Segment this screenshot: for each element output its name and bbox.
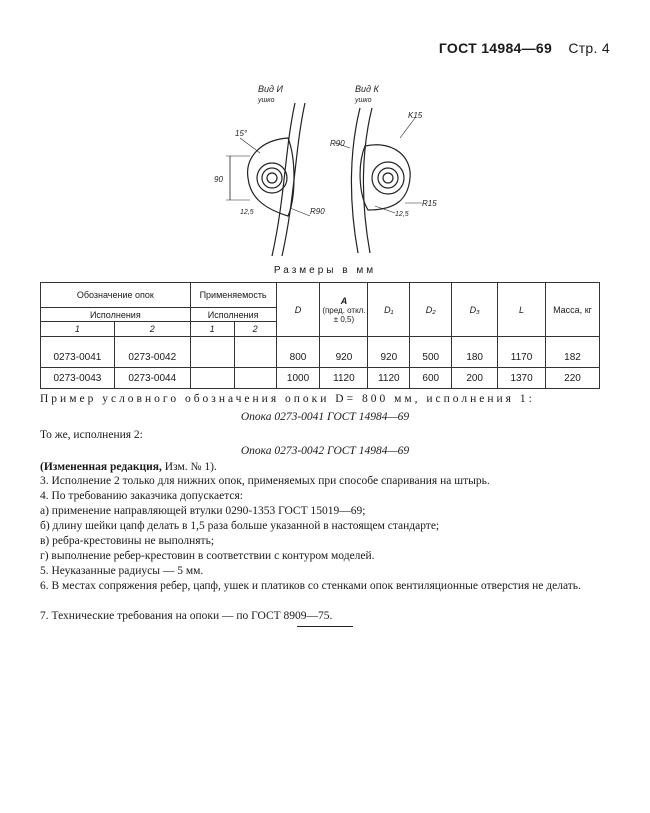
cell-mass: 182 bbox=[546, 337, 600, 368]
header-ex-2: 2 bbox=[114, 322, 190, 337]
dimensions-table bbox=[40, 282, 600, 389]
cell-D2: 600 bbox=[410, 368, 452, 389]
header-execution-applic: Исполнения bbox=[190, 308, 276, 322]
header-applicability: Применяемость bbox=[190, 283, 276, 308]
item-4b: б) длину шейки цапф делать в 1,5 раза больше указанной в настоящем стандарте; bbox=[40, 520, 440, 532]
header-execution: Исполнения bbox=[41, 308, 191, 322]
right-view-subtitle: ушко bbox=[355, 97, 372, 104]
item-7: 7. Технические требования на опоки — по ГОСТ 8909—75. bbox=[40, 610, 333, 622]
left-view-title: Вид И bbox=[258, 84, 283, 94]
cell-D1: 1120 bbox=[368, 368, 410, 389]
header-D3: D₃ bbox=[452, 283, 498, 337]
header-ap-1: 1 bbox=[190, 322, 234, 337]
header-D2: D₂ bbox=[410, 283, 452, 337]
same-line: То же, исполнения 2: bbox=[40, 429, 143, 441]
item-3: 3. Исполнение 2 только для нижних опок, применяемых при способе спаривания на штырь. bbox=[40, 475, 490, 487]
cell-ap1 bbox=[190, 368, 234, 389]
revision-note bbox=[40, 460, 610, 475]
header-D1: D₁ bbox=[368, 283, 410, 337]
cell-A: 920 bbox=[320, 337, 368, 368]
cell-D3: 200 bbox=[452, 368, 498, 389]
right-dim-r90: R90 bbox=[330, 139, 345, 148]
cell-ap2 bbox=[234, 368, 276, 389]
cell-D: 800 bbox=[276, 337, 320, 368]
cell-mass: 220 bbox=[546, 368, 600, 389]
right-hole-outer bbox=[372, 162, 404, 194]
example-designation-1: Опока 0273-0041 ГОСТ 14984—69 bbox=[240, 411, 410, 423]
right-wall-inner bbox=[363, 108, 372, 253]
cell-D3: 180 bbox=[452, 337, 498, 368]
table-row bbox=[41, 337, 600, 368]
item-4d: г) выполнение ребер-крестовин в соответствии с контуром моделей. bbox=[40, 550, 375, 562]
cell-D1: 920 bbox=[368, 337, 410, 368]
item-6: 6. В местах сопряжения ребер, цапф, ушек и платиков со стенками опок вентиляционные отверстия не делать. bbox=[40, 580, 581, 592]
item-5: 5. Неуказанные радиусы — 5 мм. bbox=[40, 565, 204, 577]
header-L: L bbox=[498, 283, 546, 337]
cell-ap2 bbox=[234, 337, 276, 368]
header-ex-1: 1 bbox=[41, 322, 115, 337]
revision-note-rest: Изм. № 1). bbox=[164, 461, 217, 473]
cell-ap1 bbox=[190, 337, 234, 368]
cell-L: 1170 bbox=[498, 337, 546, 368]
table-caption: Размеры в мм bbox=[273, 265, 377, 276]
header-A-note: (пред. откл. ± 0,5) bbox=[322, 305, 366, 324]
header-D: D bbox=[276, 283, 320, 337]
right-ear-outline bbox=[360, 145, 410, 210]
left-hole-core bbox=[267, 173, 277, 183]
cell-A: 1120 bbox=[320, 368, 368, 389]
cell-ex2: 0273-0044 bbox=[114, 368, 190, 389]
revision-note-bold: (Измененная редакция, bbox=[40, 461, 162, 473]
cell-L: 1370 bbox=[498, 368, 546, 389]
right-view-title: Вид К bbox=[355, 84, 379, 94]
cell-D: 1000 bbox=[276, 368, 320, 389]
closing-rule bbox=[297, 626, 353, 627]
cell-ex1: 0273-0043 bbox=[41, 368, 115, 389]
technical-drawing bbox=[200, 78, 450, 258]
item-4a: а) применение направляющей втулки 0290-1353 ГОСТ 15019—69; bbox=[40, 505, 366, 517]
header-A bbox=[320, 283, 368, 337]
left-hole-inner bbox=[262, 168, 282, 188]
table-row bbox=[41, 368, 600, 389]
right-wall-outer bbox=[351, 108, 360, 253]
right-hole-inner bbox=[378, 168, 398, 188]
header-mass: Масса, кг bbox=[546, 283, 600, 337]
left-view-subtitle: ушко bbox=[258, 97, 275, 104]
left-dim-height: 90 bbox=[214, 175, 223, 184]
right-dim-k15: K15 bbox=[408, 111, 423, 120]
header-ap-2: 2 bbox=[234, 322, 276, 337]
page-header bbox=[439, 40, 610, 56]
right-dim-chamfer: 12,5 bbox=[395, 211, 409, 218]
standard-number: ГОСТ 14984—69 bbox=[438, 40, 553, 56]
right-dim-r15: R15 bbox=[422, 199, 437, 208]
left-dim-angle: 15° bbox=[235, 129, 248, 138]
left-dim-radius: R90 bbox=[310, 207, 325, 216]
cell-D2: 500 bbox=[410, 337, 452, 368]
page-number: Стр. 4 bbox=[568, 40, 610, 56]
right-hole-core bbox=[383, 173, 393, 183]
example-designation-2: Опока 0273-0042 ГОСТ 14984—69 bbox=[240, 445, 410, 457]
example-intro: Пример условного обозначения опоки D= 800 мм, исполнения 1: bbox=[40, 393, 535, 405]
left-wall-outer bbox=[272, 103, 295, 256]
header-designation: Обозначение опок bbox=[41, 283, 191, 308]
header-A-label: A bbox=[340, 295, 348, 306]
item-4: 4. По требованию заказчика допускается: bbox=[40, 490, 244, 502]
item-4c: в) ребра-крестовины не выполнять; bbox=[40, 535, 215, 547]
cell-ex1: 0273-0041 bbox=[41, 337, 115, 368]
cell-ex2: 0273-0042 bbox=[114, 337, 190, 368]
left-dim-chamfer: 12,5 bbox=[240, 209, 254, 216]
